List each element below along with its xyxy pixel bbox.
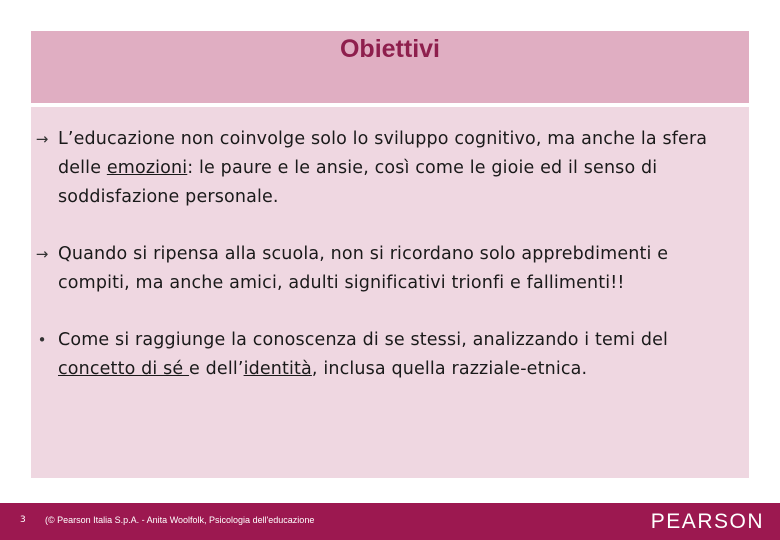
underlined-term: concetto di sé xyxy=(58,359,190,379)
bullet-text xyxy=(58,125,745,212)
footer-credit: (© Pearson Italia S.p.A. - Anita Woolfolk, Psicologia dell'educazione xyxy=(45,515,315,525)
page-number: 3 xyxy=(20,515,26,525)
title-band xyxy=(31,31,749,103)
bullet-text xyxy=(58,240,745,298)
underlined-term: emozioni xyxy=(106,158,188,178)
arrow-bullet-icon: → xyxy=(35,130,49,148)
bullet-text-part: Come si raggiunge la conoscenza di se stessi, analizzando i temi del xyxy=(58,330,669,350)
content-panel xyxy=(31,107,749,478)
footer-bar xyxy=(0,503,780,540)
dot-bullet-icon: • xyxy=(37,331,47,349)
pearson-logo: PEARSON xyxy=(650,510,764,533)
slide-title: Obiettivi xyxy=(339,35,440,63)
bullet-text-part: L’educazione non coinvolge solo lo sviluppo cognitivo, ma anche la sfera delle xyxy=(58,129,708,178)
bullet-text-part: , inclusa quella razziale-etnica. xyxy=(311,359,588,379)
bullet-text-part: : le paure e le ansie, così come le gioie ed il senso di soddisfazione personale. xyxy=(58,158,658,207)
bullet-text-part: e dell’ xyxy=(189,359,244,379)
bullet-text-part: Quando si ripensa alla scuola, non si ricordano solo apprebdimenti e compiti, ma anche amici, adulti significativi trionfi e fallimenti!! xyxy=(58,244,669,293)
bullet-text xyxy=(58,326,745,384)
underlined-term: identità xyxy=(243,359,312,379)
arrow-bullet-icon: → xyxy=(35,245,49,263)
